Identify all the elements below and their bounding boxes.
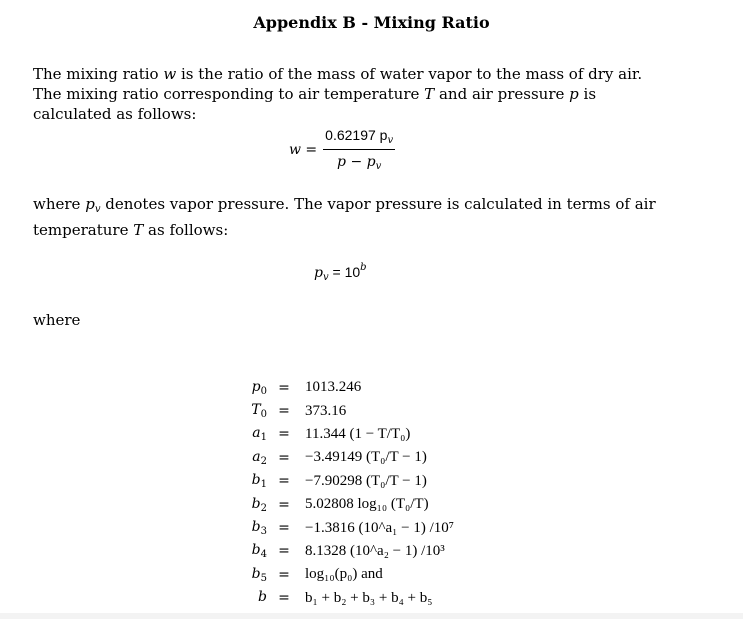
equation-symbol [225,493,267,516]
symbol-subscript: 2 [260,502,267,514]
equation-symbol [225,563,267,586]
vapor-text-1: where [33,195,81,213]
equation-row [225,563,454,586]
intro-text-1: The mixing ratio [33,65,159,83]
intro-text-4: is calculated as follows: [33,85,597,123]
equation-rhs: 8.1328 (10^a₂ − 1) /10³ [305,542,445,559]
var-T: T [424,85,435,103]
equals-sign: = [278,426,290,443]
equation-row [225,587,454,610]
symbol-subscript: 0 [260,385,267,397]
page-title: Appendix B - Mixing Ratio [253,13,490,32]
fraction-denominator [337,150,381,172]
symbol-letter: b [251,565,261,582]
equation-row [225,470,454,493]
equation-rhs: −1.3816 (10^a₁ − 1) /10⁷ [305,519,454,536]
equation-rhs: 373.16 [305,402,347,419]
intro-paragraph [33,64,673,124]
equals-sign: = [278,449,290,466]
symbol-letter: a [252,425,261,442]
equals-sign: = [278,403,290,420]
pv-equals-ten: = 10 [328,264,361,280]
symbol-letter: b [251,495,261,512]
vapor-text-3: as follows: [148,221,229,239]
equation-symbol [225,446,267,469]
symbol-letter: b [258,589,267,606]
symbol-subscript: 2 [260,455,267,467]
equation-row [225,399,454,422]
equation-rhs: b₁ + b₂ + b₃ + b₄ + b₅ [305,589,433,606]
equation-list [225,376,454,610]
where-label: where [33,311,81,329]
equals-sign: = [278,379,290,396]
pv-text: p [85,195,95,213]
var-pv [85,195,100,213]
equation-symbol [225,423,267,446]
equation-rhs: 11.344 (1 − T/T₀) [305,425,411,442]
var-p: p [569,85,579,103]
equation-rhs: 5.02808 log₁₀ (T₀/T) [305,496,429,513]
equation-row [225,376,454,399]
equation-row [225,540,454,563]
fraction [323,127,395,172]
vapor-pressure-equation [314,262,367,283]
equation-rhs: log₁₀(p₀) and [305,566,383,583]
equation-list-body [225,376,454,610]
equation-rhs: −3.49149 (T₀/T − 1) [305,449,427,466]
intro-text-3: and air pressure [438,85,565,103]
intro-text-2: is the ratio of the mass of water vapor to the mass of dry air. The mixing ratio corresponding to air temperature [33,65,643,103]
equals-sign: = [278,473,290,490]
var-T-2: T [133,221,144,239]
equals-sign: = [278,590,290,607]
equation-row [225,423,454,446]
equals-sign: = [278,496,290,513]
vapor-text-2: denotes vapor pressure. The vapor pressure is calculated in terms of air temperature [33,195,656,239]
symbol-subscript: 4 [260,549,267,561]
denominator-text: p − p [337,154,376,170]
equals-sign: = [278,520,290,537]
equation-symbol [225,399,267,422]
numerator-text: 0.62197 p [325,127,388,143]
vapor-paragraph [33,194,673,240]
equation-rhs: −7.90298 (T₀/T − 1) [305,472,427,489]
symbol-letter: p [251,378,261,395]
equals-sign: = [278,566,290,583]
numerator-sub: v [387,135,394,146]
pv-exponent: b [360,262,367,273]
equation-row [225,493,454,516]
equals-sign: = [278,543,290,560]
page-bottom-edge [0,613,743,619]
pv-sub: v [94,204,101,215]
equation-row [225,446,454,469]
equation-symbol [225,470,267,493]
equation-symbol [225,587,267,610]
equation-symbol [225,376,267,399]
var-w: w [163,65,177,83]
symbol-subscript: 5 [260,572,267,584]
mixing-ratio-equation [289,127,395,172]
fraction-numerator [323,127,395,150]
symbol-subscript: 0 [260,409,267,421]
symbol-letter: b [251,519,261,536]
equation-symbol [225,516,267,539]
symbol-subscript: 1 [260,432,267,444]
pv-lhs: p [314,265,323,281]
pv-lhs-sub: v [322,272,329,283]
symbol-subscript: 1 [260,479,267,491]
equation-symbol [225,540,267,563]
denominator-sub: v [375,161,382,172]
equation-row [225,516,454,539]
equation-rhs: 1013.246 [305,379,362,396]
equation-lhs: w = [289,141,318,158]
symbol-letter: b [251,542,261,559]
symbol-letter: a [252,448,261,465]
symbol-letter: b [251,472,261,489]
symbol-subscript: 3 [260,526,267,538]
symbol-letter: T [251,402,261,419]
